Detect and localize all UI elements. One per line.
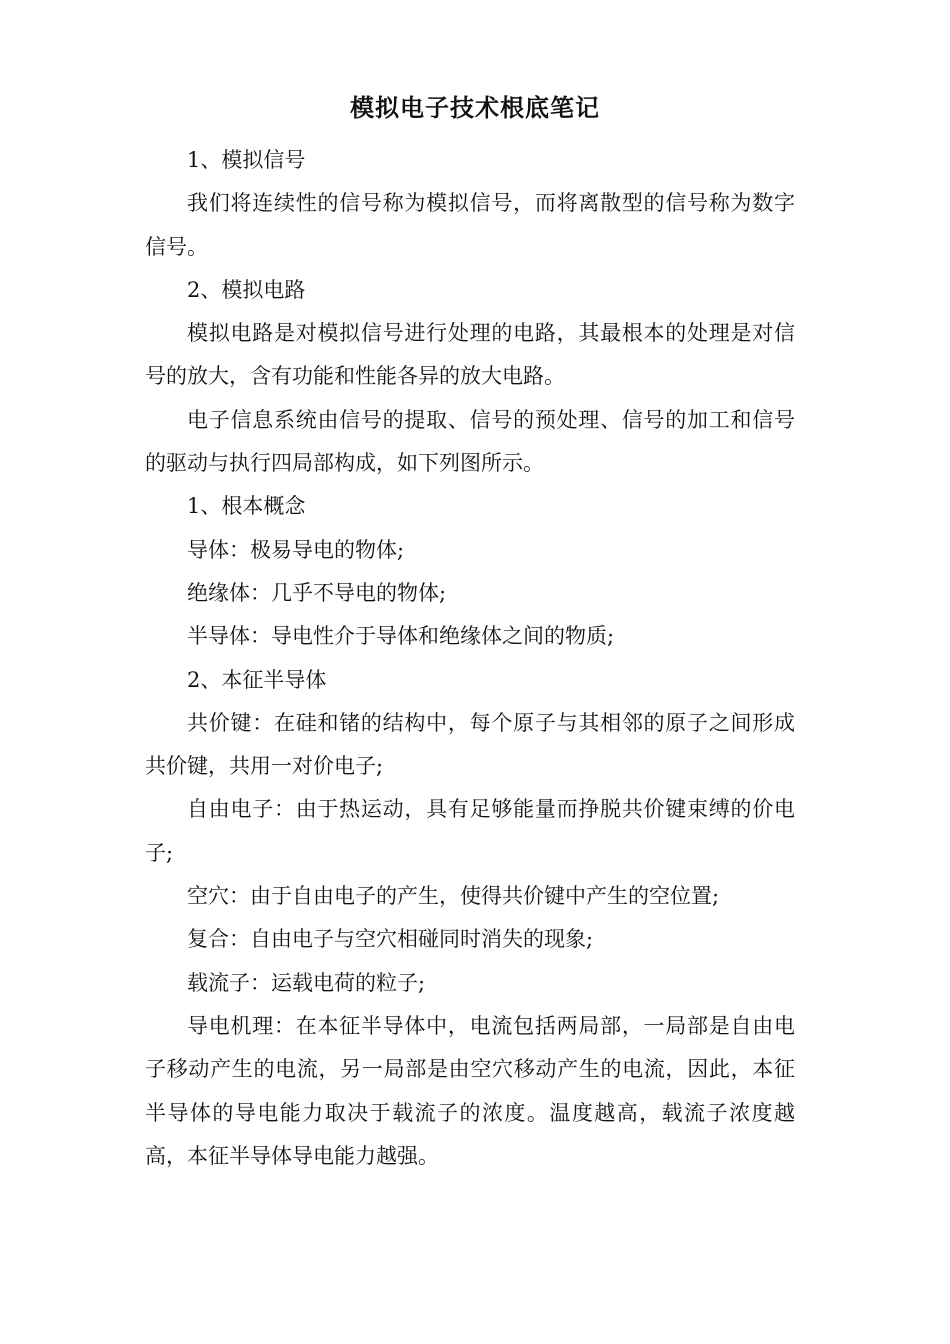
definition-item: 共价键：在硅和锗的结构中，每个原子与其相邻的原子之间形成共价键，共用一对价电子; [145,710,795,779]
definition-item: 半导体：导电性介于导体和绝缘体之间的物质; [187,624,615,649]
section-heading: 1、根本概念 [187,494,306,519]
definition-item: 空穴：由于自由电子的产生，使得共价键中产生的空位置; [187,884,720,909]
paragraph: 电子信息系统由信号的提取、信号的预处理、信号的加工和信号的驱动与执行四局部构成，如下列图所示。 [145,407,795,476]
definition-item: 导体：极易导电的物体; [187,537,405,562]
document-body [145,139,795,1178]
section-heading: 1、模拟信号 [187,148,306,172]
definition-item: 自由电子：由于热运动，具有足够能量而挣脱共价键束缚的价电子; [145,797,795,865]
definition-item: 导电机理：在本征半导体中，电流包括两局部，一局部是自由电子移动产生的电流，另一局部是由空穴移动产生的电流，因此，本征半导体的导电能力取决于载流子的浓度。温度越高，载流子浓度越高，本征半导体导电能力越强。 [145,1013,795,1168]
section-heading: 2、模拟电路 [187,277,306,302]
section-heading: 2、本征半导体 [187,667,327,692]
definition-item: 载流子：运载电荷的粒子; [187,970,426,995]
definition-item: 绝缘体：几乎不导电的物体; [187,580,447,605]
paragraph: 模拟电路是对模拟信号进行处理的电路，其最根本的处理是对信号的放大，含有功能和性能各异的放大电路。 [145,321,795,389]
definition-item: 复合：自由电子与空穴相碰同时消失的现象; [187,927,594,952]
document-title: 模拟电子技术根底笔记 [350,93,600,122]
paragraph: 我们将连续性的信号称为模拟信号，而将离散型的信号称为数字信号。 [145,191,795,259]
